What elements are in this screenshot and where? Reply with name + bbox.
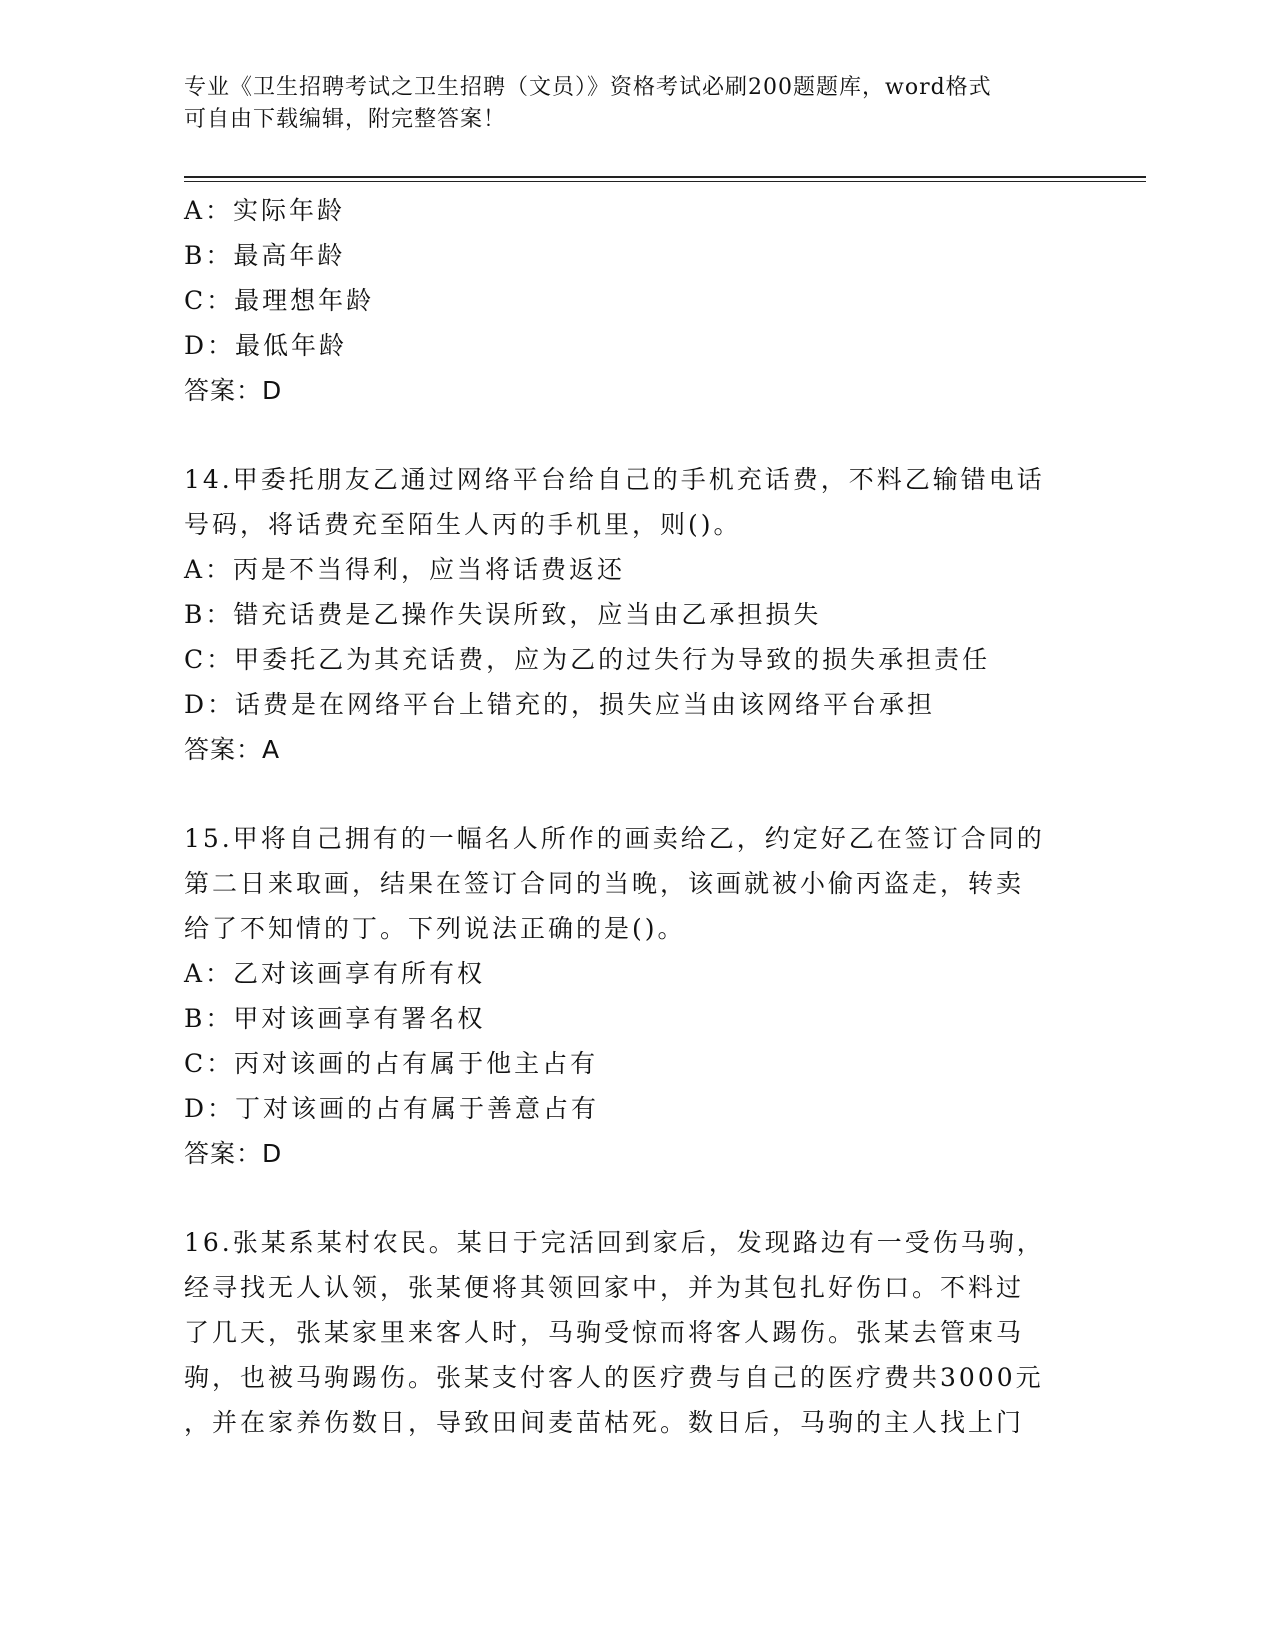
answer: 答案：D bbox=[184, 376, 283, 405]
question-stem-line: 驹，也被马驹踢伤。张某支付客人的医疗费与自己的医疗费共3000元 bbox=[184, 1363, 1044, 1392]
option-c: C：甲委托乙为其充话费，应为乙的过失行为导致的损失承担责任 bbox=[184, 645, 991, 674]
answer: 答案：A bbox=[184, 735, 281, 764]
option-d: D：话费是在网络平台上错充的，损失应当由该网络平台承担 bbox=[184, 690, 936, 719]
header-rule-thick bbox=[184, 176, 1146, 178]
header-line-1: 专业《卫生招聘考试之卫生招聘（文员）》资格考试必刷200题题库，word格式 bbox=[184, 75, 992, 100]
question-stem-line: 15.甲将自己拥有的一幅名人所作的画卖给乙，约定好乙在签订合同的 bbox=[184, 824, 1045, 853]
question-stem-line: 16.张某系某村农民。某日于完活回到家后，发现路边有一受伤马驹， bbox=[184, 1228, 1045, 1257]
question-stem-line: 给了不知情的丁。下列说法正确的是()。 bbox=[184, 914, 686, 943]
option-b: B：甲对该画享有署名权 bbox=[184, 1004, 486, 1033]
question-stem-line: 了几天，张某家里来客人时，马驹受惊而将客人踢伤。张某去管束马 bbox=[184, 1318, 1025, 1347]
option-a: A：实际年龄 bbox=[184, 196, 346, 225]
question-content bbox=[184, 188, 1084, 1445]
option-b: B：错充话费是乙操作失误所致，应当由乙承担损失 bbox=[184, 600, 822, 629]
option-d: D：丁对该画的占有属于善意占有 bbox=[184, 1094, 600, 1123]
option-c: C：丙对该画的占有属于他主占有 bbox=[184, 1049, 599, 1078]
question-15 bbox=[184, 816, 1084, 1176]
question-16 bbox=[184, 1220, 1084, 1445]
header-line-2: 可自由下载编辑，附完整答案！ bbox=[184, 107, 507, 132]
option-d: D：最低年龄 bbox=[184, 331, 348, 360]
option-a: A：乙对该画享有所有权 bbox=[184, 959, 486, 988]
question-stem-line: ，并在家养伤数日，导致田间麦苗枯死。数日后，马驹的主人找上门 bbox=[184, 1408, 1025, 1437]
question-stem-line: 经寻找无人认领，张某便将其领回家中，并为其包扎好伤口。不料过 bbox=[184, 1273, 1025, 1302]
option-c: C：最理想年龄 bbox=[184, 286, 375, 315]
option-b: B：最高年龄 bbox=[184, 241, 346, 270]
question-14 bbox=[184, 457, 1084, 772]
option-a: A：丙是不当得利，应当将话费返还 bbox=[184, 555, 626, 584]
question-13 bbox=[184, 188, 1084, 413]
question-stem-line: 14.甲委托朋友乙通过网络平台给自己的手机充话费，不料乙输错电话 bbox=[184, 465, 1045, 494]
question-stem-line: 号码，将话费充至陌生人丙的手机里，则()。 bbox=[184, 510, 742, 539]
document-header bbox=[184, 72, 1084, 136]
question-stem-line: 第二日来取画，结果在签订合同的当晚，该画就被小偷丙盗走，转卖 bbox=[184, 869, 1025, 898]
header-rule-thin bbox=[184, 181, 1146, 182]
answer: 答案：D bbox=[184, 1139, 283, 1168]
